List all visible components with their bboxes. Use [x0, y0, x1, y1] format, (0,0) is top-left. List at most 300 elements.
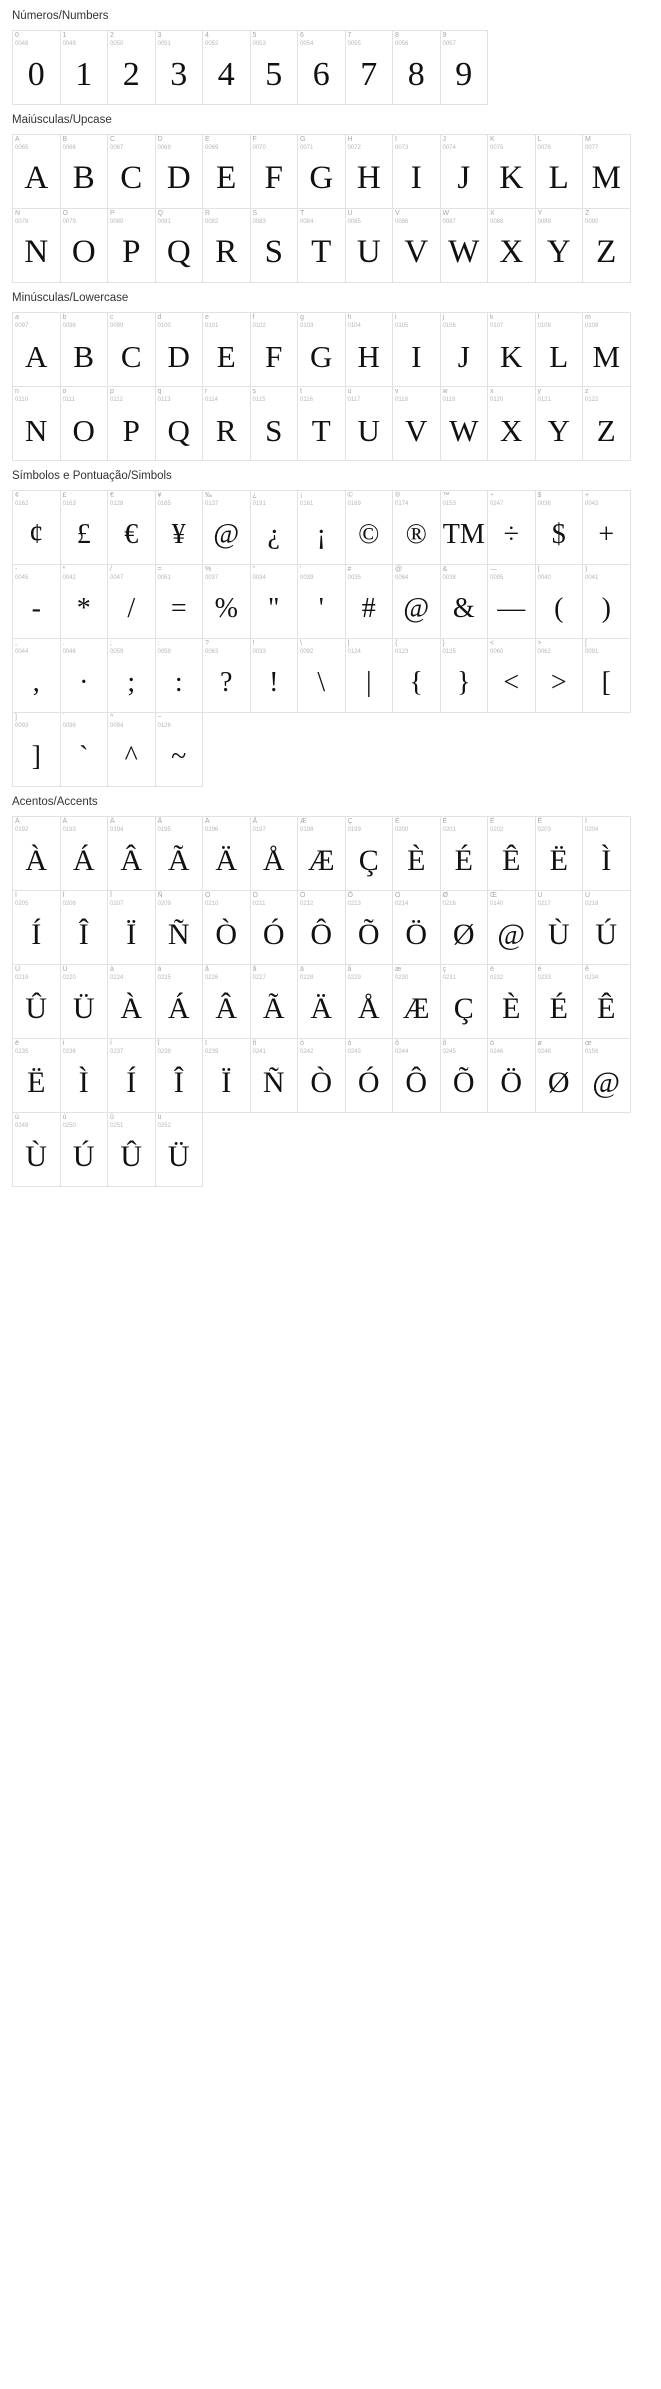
glyph-cell[interactable] [535, 134, 584, 209]
glyph-cell[interactable] [250, 816, 299, 891]
glyph-cell[interactable] [12, 890, 61, 965]
glyph-name: B [62, 136, 68, 143]
glyph-cell[interactable] [155, 816, 204, 891]
glyph-cell[interactable] [297, 1038, 346, 1113]
glyph-code: 0234 [585, 975, 599, 981]
glyph-character: Á [72, 843, 95, 877]
glyph-cell[interactable] [202, 312, 251, 387]
glyph-cell[interactable] [535, 638, 584, 713]
glyph-code: 0089 [537, 219, 551, 225]
glyph-character: M [592, 339, 621, 374]
glyph-cell[interactable] [440, 1038, 489, 1113]
glyph-meta [63, 210, 106, 226]
glyph-name: z [585, 388, 589, 395]
glyph-code: 0207 [110, 901, 124, 907]
glyph-name: ù [15, 1114, 19, 1121]
glyph-cell[interactable] [250, 638, 299, 713]
glyph-code: 0211 [252, 901, 266, 907]
glyph-code: 0104 [347, 323, 361, 329]
glyph-cell[interactable] [60, 134, 109, 209]
glyph-cell[interactable] [12, 964, 61, 1039]
glyph-section [0, 10, 661, 104]
glyph-cell[interactable] [297, 964, 346, 1039]
glyph-name: # [347, 566, 352, 573]
glyph-cell[interactable] [487, 134, 536, 209]
glyph-character: ® [405, 518, 427, 550]
glyph-cell[interactable] [250, 964, 299, 1039]
glyph-code: 0252 [157, 1123, 171, 1129]
glyph-meta [395, 966, 438, 982]
glyph-cell[interactable] [582, 208, 631, 283]
glyph-cell[interactable] [487, 1038, 536, 1113]
glyph-cell[interactable] [582, 312, 631, 387]
glyph-grid [12, 312, 649, 460]
glyph-cell[interactable] [250, 564, 299, 639]
glyph-name: ? [205, 640, 209, 647]
glyph-cell[interactable] [297, 134, 346, 209]
glyph-code: 0248 [537, 1049, 551, 1055]
glyph-cell[interactable] [12, 1038, 61, 1113]
glyph-cell[interactable] [487, 312, 536, 387]
glyph-cell[interactable] [202, 386, 251, 461]
glyph-cell[interactable] [250, 386, 299, 461]
glyph-character: ` [79, 740, 89, 772]
glyph-code: 0245 [442, 1049, 456, 1055]
glyph-cell[interactable] [392, 564, 441, 639]
glyph-cell[interactable] [202, 490, 251, 565]
glyph-cell[interactable] [535, 208, 584, 283]
glyph-code: 0244 [395, 1049, 409, 1055]
glyph-cell[interactable] [60, 564, 109, 639]
glyph-meta [15, 640, 58, 656]
glyph-code: 0033 [252, 649, 266, 655]
glyph-cell[interactable] [440, 890, 489, 965]
glyph-cell[interactable] [297, 890, 346, 965]
glyph-cell[interactable] [60, 312, 109, 387]
glyph-cell[interactable] [487, 208, 536, 283]
glyph-meta [253, 32, 296, 48]
glyph-code: 0076 [537, 145, 551, 151]
glyph-name: Â [110, 818, 115, 825]
glyph-code: 0195 [157, 827, 171, 833]
glyph-code: 0065 [15, 145, 29, 151]
glyph-cell[interactable] [345, 1038, 394, 1113]
glyph-cell[interactable] [345, 964, 394, 1039]
glyph-cell[interactable] [345, 564, 394, 639]
glyph-cell[interactable] [345, 386, 394, 461]
glyph-cell[interactable] [202, 638, 251, 713]
glyph-meta [300, 388, 343, 404]
glyph-cell[interactable] [345, 312, 394, 387]
glyph-cell[interactable] [345, 134, 394, 209]
glyph-name: l [537, 314, 540, 321]
glyph-cell[interactable] [202, 30, 251, 105]
glyph-character: Ó [357, 1065, 380, 1099]
glyph-cell[interactable] [440, 30, 489, 105]
glyph-cell[interactable] [107, 386, 156, 461]
glyph-cell[interactable] [60, 386, 109, 461]
glyph-cell[interactable] [60, 890, 109, 965]
glyph-name: ' [300, 566, 302, 573]
glyph-code: 0096 [62, 723, 76, 729]
glyph-character: ÷ [503, 518, 519, 550]
glyph-cell[interactable] [297, 564, 346, 639]
glyph-cell[interactable] [250, 208, 299, 283]
glyph-cell[interactable] [155, 638, 204, 713]
glyph-cell[interactable] [440, 208, 489, 283]
glyph-cell[interactable] [60, 712, 109, 787]
glyph-meta [158, 640, 201, 656]
glyph-character: © [358, 518, 380, 550]
glyph-cell[interactable] [155, 490, 204, 565]
glyph-cell[interactable] [60, 30, 109, 105]
glyph-meta [585, 892, 628, 908]
glyph-cell[interactable] [155, 30, 204, 105]
glyph-cell[interactable] [440, 638, 489, 713]
glyph-cell[interactable] [155, 890, 204, 965]
glyph-cell[interactable] [582, 1038, 631, 1113]
glyph-cell[interactable] [12, 208, 61, 283]
glyph-character: R [215, 413, 237, 448]
glyph-character: 6 [312, 55, 330, 93]
glyph-cell[interactable] [12, 712, 61, 787]
glyph-meta [395, 640, 438, 656]
glyph-cell[interactable] [12, 564, 61, 639]
glyph-meta [253, 892, 296, 908]
glyph-meta [490, 210, 533, 226]
glyph-character: Ó [262, 917, 285, 951]
glyph-name: T [300, 210, 305, 217]
glyph-name: ë [15, 1040, 19, 1047]
glyph-code: 0075 [490, 145, 504, 151]
glyph-meta [300, 136, 343, 152]
glyph-cell[interactable] [582, 490, 631, 565]
glyph-character: $ [551, 518, 566, 550]
glyph-cell[interactable] [535, 890, 584, 965]
glyph-name: ™ [442, 492, 450, 499]
glyph-name: > [537, 640, 542, 647]
glyph-cell[interactable] [582, 964, 631, 1039]
glyph-character: G [309, 160, 334, 196]
glyph-character: @ [592, 1065, 621, 1099]
glyph-cell[interactable] [250, 312, 299, 387]
glyph-cell[interactable] [440, 964, 489, 1039]
glyph-cell[interactable] [392, 890, 441, 965]
glyph-name: N [15, 210, 21, 217]
glyph-cell[interactable] [202, 208, 251, 283]
glyph-meta [110, 210, 153, 226]
glyph-character: 2 [122, 55, 140, 93]
glyph-cell[interactable] [12, 638, 61, 713]
glyph-cell[interactable] [297, 30, 346, 105]
glyph-character: K [500, 339, 523, 374]
glyph-cell[interactable] [155, 1112, 204, 1187]
glyph-cell[interactable] [155, 964, 204, 1039]
glyph-cell[interactable] [487, 816, 536, 891]
glyph-character: 4 [217, 55, 235, 93]
glyph-cell[interactable] [202, 1038, 251, 1113]
glyph-character: Y [547, 413, 570, 448]
glyph-code: 0047 [110, 575, 124, 581]
glyph-cell[interactable] [250, 134, 299, 209]
glyph-cell[interactable] [440, 386, 489, 461]
glyph-cell[interactable] [250, 1038, 299, 1113]
glyph-cell[interactable] [202, 964, 251, 1039]
glyph-cell[interactable] [392, 312, 441, 387]
glyph-cell[interactable] [202, 816, 251, 891]
glyph-cell[interactable] [535, 816, 584, 891]
glyph-cell[interactable] [12, 30, 61, 105]
glyph-cell[interactable] [155, 312, 204, 387]
glyph-code: 0093 [15, 723, 29, 729]
glyph-character: L [549, 339, 569, 374]
glyph-cell[interactable] [107, 134, 156, 209]
glyph-name: Ó [252, 892, 258, 899]
glyph-cell[interactable] [155, 386, 204, 461]
glyph-code: 0042 [62, 575, 76, 581]
glyph-meta [585, 566, 628, 582]
glyph-cell[interactable] [487, 564, 536, 639]
glyph-cell[interactable] [487, 890, 536, 965]
glyph-character: ] [31, 740, 41, 772]
glyph-cell[interactable] [107, 638, 156, 713]
glyph-cell[interactable] [12, 490, 61, 565]
glyph-cell[interactable] [297, 638, 346, 713]
glyph-meta [585, 492, 628, 508]
glyph-cell[interactable] [392, 816, 441, 891]
glyph-cell[interactable] [60, 208, 109, 283]
glyph-grid [12, 134, 649, 282]
glyph-character: À [25, 843, 48, 877]
glyph-cell[interactable] [107, 1038, 156, 1113]
glyph-code: 0083 [252, 219, 266, 225]
glyph-code: 0081 [157, 219, 171, 225]
glyph-cell[interactable] [487, 964, 536, 1039]
glyph-cell[interactable] [12, 386, 61, 461]
glyph-cell[interactable] [535, 312, 584, 387]
glyph-cell[interactable] [107, 208, 156, 283]
glyph-code: 0225 [157, 975, 171, 981]
glyph-cell[interactable] [297, 312, 346, 387]
glyph-cell[interactable] [345, 638, 394, 713]
glyph-character: Q [166, 234, 191, 270]
glyph-meta [63, 566, 106, 582]
glyph-cell[interactable] [535, 964, 584, 1039]
glyph-cell[interactable] [60, 1038, 109, 1113]
glyph-name: Ö [395, 892, 401, 899]
glyph-cell[interactable] [535, 1038, 584, 1113]
glyph-name: [ [585, 640, 587, 647]
glyph-character: A [25, 339, 48, 374]
glyph-cell[interactable] [392, 386, 441, 461]
glyph-cell[interactable] [345, 30, 394, 105]
glyph-meta [158, 714, 201, 730]
glyph-cell[interactable] [107, 964, 156, 1039]
glyph-code: 0060 [490, 649, 504, 655]
glyph-character: " [268, 592, 280, 624]
glyph-code: 0197 [252, 827, 266, 833]
glyph-cell[interactable] [60, 816, 109, 891]
glyph-cell[interactable] [107, 490, 156, 565]
glyph-code: 0051 [157, 41, 171, 47]
glyph-character: Ï [126, 917, 137, 951]
glyph-cell[interactable] [202, 134, 251, 209]
glyph-code: 0232 [490, 975, 504, 981]
glyph-meta [490, 388, 533, 404]
glyph-name: R [205, 210, 211, 217]
glyph-cell[interactable] [297, 208, 346, 283]
glyph-cell[interactable] [60, 1112, 109, 1187]
glyph-meta [110, 818, 153, 834]
glyph-name: * [62, 566, 66, 573]
glyph-cell[interactable] [107, 1112, 156, 1187]
glyph-cell[interactable] [155, 208, 204, 283]
glyph-code: 0066 [62, 145, 76, 151]
glyph-code: 0095 [490, 575, 504, 581]
glyph-cell[interactable] [440, 490, 489, 565]
glyph-character: Ã [167, 843, 190, 877]
glyph-meta [348, 388, 391, 404]
glyph-meta [538, 818, 581, 834]
glyph-cell[interactable] [582, 134, 631, 209]
glyph-meta [253, 388, 296, 404]
glyph-cell[interactable] [392, 1038, 441, 1113]
glyph-cell[interactable] [250, 890, 299, 965]
glyph-name: Ü [62, 966, 68, 973]
glyph-character: Ê [597, 991, 616, 1025]
glyph-cell[interactable] [392, 964, 441, 1039]
glyph-cell[interactable] [297, 386, 346, 461]
glyph-meta [443, 640, 486, 656]
glyph-name: ò [300, 1040, 304, 1047]
glyph-character: Ô [405, 1065, 428, 1099]
glyph-cell[interactable] [250, 490, 299, 565]
glyph-cell[interactable] [345, 208, 394, 283]
glyph-cell[interactable] [487, 490, 536, 565]
glyph-cell[interactable] [297, 816, 346, 891]
glyph-character: @ [497, 917, 526, 951]
glyph-cell[interactable] [155, 712, 204, 787]
glyph-cell[interactable] [345, 816, 394, 891]
glyph-cell[interactable] [155, 134, 204, 209]
glyph-name: D [157, 136, 163, 143]
glyph-cell[interactable] [582, 890, 631, 965]
glyph-character: U [357, 413, 380, 448]
glyph-cell[interactable] [582, 564, 631, 639]
glyph-cell[interactable] [535, 564, 584, 639]
glyph-cell[interactable] [12, 816, 61, 891]
glyph-meta [110, 314, 153, 330]
glyph-cell[interactable] [202, 564, 251, 639]
glyph-character: Í [31, 917, 42, 951]
glyph-cell[interactable] [60, 964, 109, 1039]
glyph-cell[interactable] [202, 890, 251, 965]
glyph-name: o [62, 388, 67, 395]
glyph-meta [443, 210, 486, 226]
glyph-cell[interactable] [487, 638, 536, 713]
glyph-cell[interactable] [60, 638, 109, 713]
glyph-name: Q [157, 210, 163, 217]
glyph-cell[interactable] [107, 312, 156, 387]
glyph-character: Z [596, 234, 617, 270]
glyph-cell[interactable] [155, 564, 204, 639]
glyph-cell[interactable] [60, 490, 109, 565]
glyph-meta [538, 136, 581, 152]
glyph-character: Ë [549, 843, 568, 877]
glyph-cell[interactable] [535, 490, 584, 565]
glyph-code: 0087 [442, 219, 456, 225]
glyph-cell[interactable] [535, 386, 584, 461]
glyph-cell[interactable] [107, 890, 156, 965]
glyph-name: 9 [442, 32, 447, 39]
glyph-name: O [62, 210, 68, 217]
glyph-name: e [205, 314, 209, 321]
section-title: Números/Numbers [12, 10, 109, 22]
glyph-meta [158, 966, 201, 982]
glyph-meta [63, 892, 106, 908]
glyph-name: 0 [15, 32, 19, 39]
glyph-code: 0036 [537, 501, 551, 507]
glyph-cell[interactable] [440, 564, 489, 639]
glyph-name: $ [537, 492, 542, 499]
glyph-code: 0246 [490, 1049, 504, 1055]
glyph-name: = [157, 566, 162, 573]
glyph-meta [110, 966, 153, 982]
glyph-meta [253, 1040, 296, 1056]
glyph-cell[interactable] [345, 490, 394, 565]
glyph-cell[interactable] [440, 816, 489, 891]
glyph-cell[interactable] [582, 816, 631, 891]
glyph-cell[interactable] [107, 816, 156, 891]
glyph-meta [300, 966, 343, 982]
glyph-cell[interactable] [487, 386, 536, 461]
glyph-meta [63, 966, 106, 982]
glyph-character: + [598, 518, 615, 550]
glyph-cell[interactable] [392, 134, 441, 209]
glyph-name: U [347, 210, 353, 217]
glyph-name: ( [537, 566, 540, 573]
glyph-meta [110, 714, 153, 730]
glyph-cell[interactable] [107, 564, 156, 639]
glyph-cell[interactable] [297, 490, 346, 565]
glyph-cell[interactable] [107, 30, 156, 105]
glyph-cell[interactable] [107, 712, 156, 787]
glyph-name: " [252, 566, 255, 573]
glyph-cell[interactable] [440, 134, 489, 209]
glyph-cell[interactable] [392, 490, 441, 565]
glyph-grid [12, 490, 649, 786]
glyph-code: 0199 [347, 827, 361, 833]
glyph-cell[interactable] [12, 312, 61, 387]
glyph-cell[interactable] [155, 1038, 204, 1113]
glyph-cell[interactable] [250, 30, 299, 105]
glyph-cell[interactable] [392, 638, 441, 713]
glyph-code: 0122 [585, 397, 599, 403]
glyph-cell[interactable] [12, 134, 61, 209]
glyph-cell[interactable] [12, 1112, 61, 1187]
glyph-name: Ã [157, 818, 163, 825]
glyph-cell[interactable] [440, 312, 489, 387]
glyph-cell[interactable] [582, 386, 631, 461]
glyph-cell[interactable] [345, 890, 394, 965]
glyph-code: 0063 [205, 649, 219, 655]
glyph-cell[interactable] [582, 638, 631, 713]
glyph-cell[interactable] [392, 30, 441, 105]
glyph-cell[interactable] [392, 208, 441, 283]
glyph-character: * [76, 592, 91, 624]
glyph-code: 0220 [62, 975, 76, 981]
glyph-character: X [500, 413, 523, 448]
